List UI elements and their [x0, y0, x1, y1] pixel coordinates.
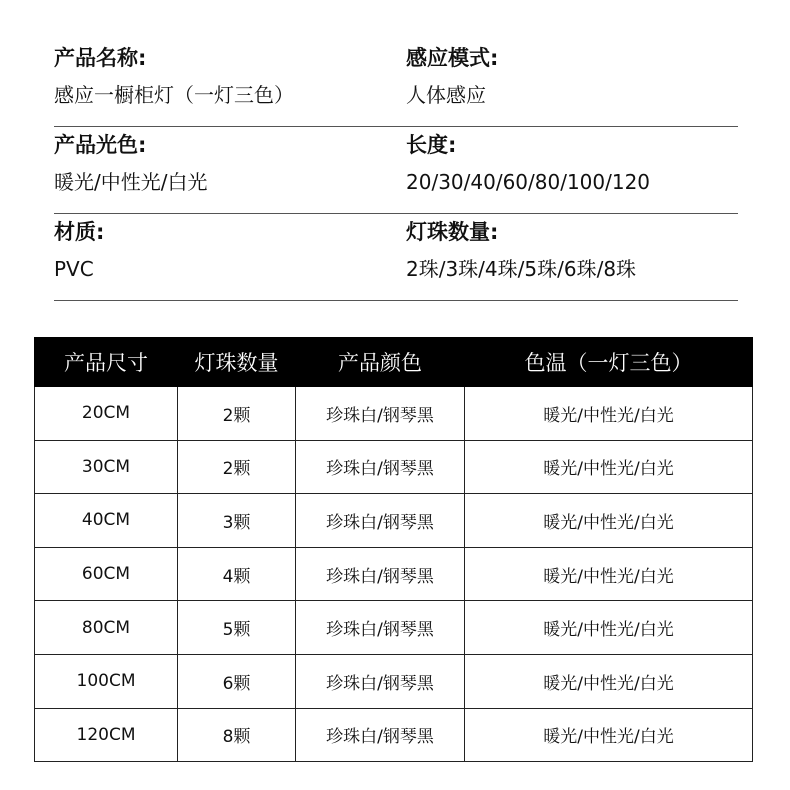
table-row: [35, 494, 753, 548]
header-size: 产品尺寸: [35, 338, 178, 387]
spec-list: [54, 40, 738, 301]
spec-label: 产品光色:: [54, 133, 147, 157]
cell-color-temp: 暖光/中性光/白光: [465, 708, 753, 762]
spec-value: 感应一橱柜灯（一灯三色）: [54, 83, 294, 107]
cell-color-temp: 暖光/中性光/白光: [465, 654, 753, 708]
spec-sensor-mode: [406, 40, 498, 110]
table-row: [35, 387, 753, 441]
product-table: [34, 337, 753, 762]
cell-color: 珍珠白/钢琴黑: [296, 654, 465, 708]
spec-length: [406, 127, 650, 197]
spec-label: 感应模式:: [406, 46, 499, 70]
spec-label: 灯珠数量:: [406, 220, 499, 244]
spec-row-color-length: [54, 127, 738, 214]
cell-size: 20CM: [35, 387, 178, 441]
cell-color-temp: 暖光/中性光/白光: [465, 494, 753, 548]
cell-color: 珍珠白/钢琴黑: [296, 547, 465, 601]
table-row: [35, 440, 753, 494]
spec-value: 2珠/3珠/4珠/5珠/6珠/8珠: [406, 257, 637, 281]
header-color-temp: 色温（一灯三色）: [465, 338, 753, 387]
spec-value: 暖光/中性光/白光: [54, 170, 208, 194]
cell-color: 珍珠白/钢琴黑: [296, 708, 465, 762]
spec-label: 长度:: [406, 133, 457, 157]
cell-bead-count: 4颗: [178, 547, 296, 601]
table-header-row: [35, 338, 753, 387]
cell-color-temp: 暖光/中性光/白光: [465, 547, 753, 601]
spec-label: 材质:: [54, 220, 105, 244]
cell-bead-count: 3颗: [178, 494, 296, 548]
table-row: [35, 601, 753, 655]
cell-bead-count: 2颗: [178, 387, 296, 441]
spec-light-color: [54, 127, 207, 197]
spec-label: 产品名称:: [54, 46, 147, 70]
header-color: 产品颜色: [296, 338, 465, 387]
cell-color-temp: 暖光/中性光/白光: [465, 387, 753, 441]
cell-bead-count: 8颗: [178, 708, 296, 762]
cell-size: 120CM: [35, 708, 178, 762]
cell-color-temp: 暖光/中性光/白光: [465, 440, 753, 494]
table-row: [35, 708, 753, 762]
spec-value: 20/30/40/60/80/100/120: [406, 170, 651, 194]
spec-row-name-mode: [54, 40, 738, 127]
cell-color: 珍珠白/钢琴黑: [296, 387, 465, 441]
spec-value: PVC: [54, 257, 94, 281]
cell-bead-count: 2颗: [178, 440, 296, 494]
cell-color: 珍珠白/钢琴黑: [296, 601, 465, 655]
spec-bead-count: [406, 214, 636, 284]
spec-value: 人体感应: [406, 83, 486, 107]
table-row: [35, 654, 753, 708]
cell-bead-count: 6颗: [178, 654, 296, 708]
cell-color-temp: 暖光/中性光/白光: [465, 601, 753, 655]
cell-size: 60CM: [35, 547, 178, 601]
cell-size: 40CM: [35, 494, 178, 548]
cell-color: 珍珠白/钢琴黑: [296, 494, 465, 548]
spec-material: [54, 214, 104, 284]
cell-size: 30CM: [35, 440, 178, 494]
cell-bead-count: 5颗: [178, 601, 296, 655]
spec-product-name: [54, 40, 294, 110]
table-row: [35, 547, 753, 601]
cell-size: 80CM: [35, 601, 178, 655]
spec-row-material-beads: [54, 214, 738, 301]
cell-size: 100CM: [35, 654, 178, 708]
header-bead-count: 灯珠数量: [178, 338, 296, 387]
cell-color: 珍珠白/钢琴黑: [296, 440, 465, 494]
